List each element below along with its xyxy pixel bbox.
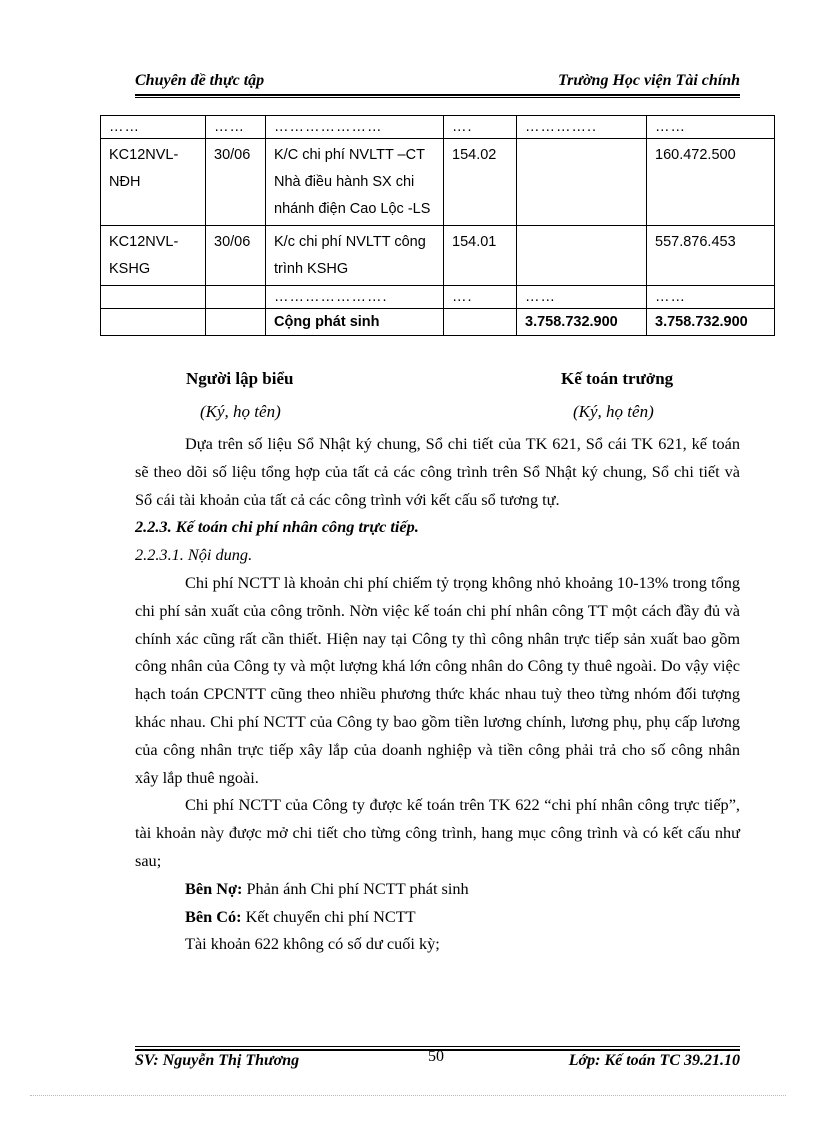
cell-description: K/c chi phí NVLTT công trình KSHG	[266, 226, 444, 286]
cell-date: 30/06	[206, 139, 266, 226]
cell-voucher: KC12NVL-NĐH	[101, 139, 206, 226]
cell-debit: ……	[517, 286, 647, 309]
cell-account: ….	[444, 116, 517, 139]
subsection-heading: 2.2.3.1. Nội dung.	[135, 545, 253, 565]
debit-label: Bên Nợ:	[185, 878, 243, 898]
table-row	[101, 226, 775, 286]
cell-description: ………………….	[266, 286, 444, 309]
cell-credit: ……	[647, 286, 775, 309]
header-divider-thin	[135, 97, 740, 98]
cell-date: 30/06	[206, 226, 266, 286]
page-footer	[135, 1050, 740, 1074]
header-left: Chuyên đề thực tập	[135, 72, 265, 89]
cell-account: 154.02	[444, 139, 517, 226]
credit-text: Kết chuyển chi phí NCTT	[241, 906, 416, 926]
body-text	[135, 430, 740, 958]
signature-right-subtitle: (Ký, họ tên)	[573, 402, 654, 421]
cell-debit: …………..	[517, 116, 647, 139]
cell-date	[206, 309, 266, 336]
page-number: 50	[428, 1048, 444, 1065]
credit-line	[135, 903, 740, 931]
signature-left-title: Người lập biểu	[186, 369, 294, 388]
cell-total-debit: 3.758.732.900	[517, 309, 647, 336]
cell-account	[444, 309, 517, 336]
table-row	[101, 286, 775, 309]
ledger-table	[100, 115, 775, 336]
cell-date	[206, 286, 266, 309]
cell-date: ……	[206, 116, 266, 139]
cell-debit	[517, 226, 647, 286]
cell-voucher	[101, 286, 206, 309]
cell-voucher	[101, 309, 206, 336]
header-right: Trường Học viện Tài chính	[557, 72, 740, 89]
paragraph: Dựa trên số liệu Sổ Nhật ký chung, Sổ chi tiết của TK 621, Sổ cái TK 621, kế toán sẽ theo dõi số liệu tổng hợp của tất cả các công trình trên Sổ Nhật ký chung, Sổ chi tiết và Sổ cái tài khoản của tất cả các công trình với kết cấu sổ tương tự.	[135, 434, 740, 509]
paragraph: Chi phí NCTT là khoản chi phí chiếm tỷ trọng không nhỏ khoảng 10-13% trong tổng chi phí sản xuất của công trõnh. Nờn việc kế toán chi phí nhân công TT một cách đầy đủ và chính xác cũng rất cần thiết. Hiện nay tại Công ty thì công nhân trực tiếp sản xuất bao gồm công nhân của Công ty và một lượng khá lớn công nhân do Công ty thuê ngoài. Do vậy việc hạch toán CPCNTT cũng theo nhiều phương thức khác nhau tuỳ theo từng nhóm đối tượng khác nhau. Chi phí NCTT của Công ty bao gồm tiền lương chính, lương phụ, phụ cấp lương của công nhân trực tiếp xây lắp của doanh nghiệp và tiền công phải trả cho số công nhân xây lắp thuê ngoài.	[135, 572, 740, 787]
cell-debit	[517, 139, 647, 226]
footer-class: Lớp: Kế toán TC 39.21.10	[568, 1052, 740, 1069]
signature-left-subtitle: (Ký, họ tên)	[200, 402, 281, 421]
cell-description: …………………	[266, 116, 444, 139]
debit-line	[135, 875, 740, 903]
cell-voucher: ……	[101, 116, 206, 139]
footer-student: SV: Nguyễn Thị Thương	[135, 1052, 300, 1069]
cell-credit: ……	[647, 116, 775, 139]
cell-account: ….	[444, 286, 517, 309]
cell-credit: 557.876.453	[647, 226, 775, 286]
cell-description: K/C chi phí NVLTT –CT Nhà điều hành SX chi nhánh điện Cao Lộc -LS	[266, 139, 444, 226]
cell-account: 154.01	[444, 226, 517, 286]
footer-divider-thin	[135, 1046, 740, 1047]
paragraph: Chi phí NCTT của Công ty được kế toán trên TK 622 “chi phí nhân công trực tiếp”, tài khoản này được mở chi tiết cho từng công trình, hang mục công trình và có kết cấu như sau;	[135, 795, 740, 870]
paragraph: Tài khoản 622 không có số dư cuối kỳ;	[185, 934, 440, 954]
page-edge-divider	[30, 1095, 786, 1096]
table-row	[101, 116, 775, 139]
page-header	[135, 72, 740, 94]
debit-text: Phản ánh Chi phí NCTT phát sinh	[242, 878, 469, 898]
credit-label: Bên Có:	[185, 906, 242, 926]
cell-credit: 160.472.500	[647, 139, 775, 226]
signature-right-title: Kế toán trưởng	[561, 369, 674, 388]
cell-total-credit: 3.758.732.900	[647, 309, 775, 336]
section-heading: 2.2.3. Kế toán chi phí nhân công trực tiếp.	[135, 517, 419, 537]
cell-total-label: Cộng phát sinh	[266, 309, 444, 336]
cell-voucher: KC12NVL-KSHG	[101, 226, 206, 286]
table-row	[101, 139, 775, 226]
header-divider	[135, 94, 740, 96]
table-total-row	[101, 309, 775, 336]
